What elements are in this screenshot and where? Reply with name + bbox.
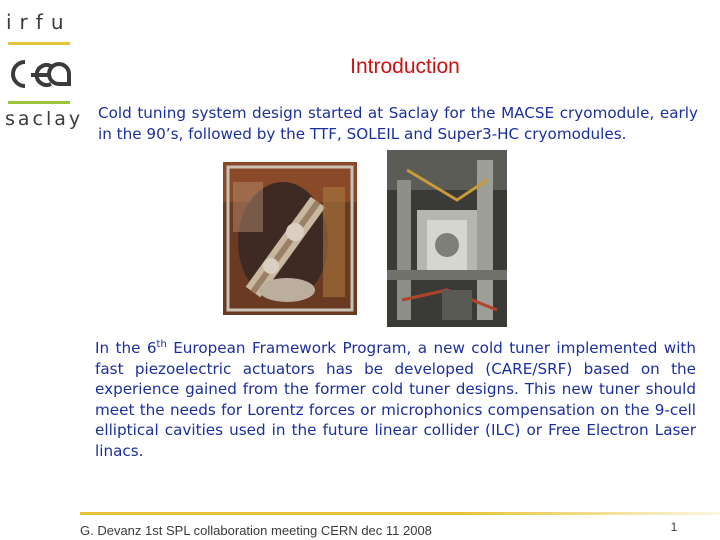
framework-paragraph-rest: European Framework Program, a new cold tuner implemented with fast piezoelectric actuators has be developed (CARE/SRF) based on the experience gained from the former cold tuner designs. This new tuner should meet the needs for Lorentz forces or microphonics compensation on the 9-cell elliptical cavities used in the future linear collider (ILC) or Free Electron Laser linacs. bbox=[95, 339, 696, 460]
logo-divider-top bbox=[8, 42, 70, 45]
irfu-cea-saclay-logo bbox=[0, 0, 84, 140]
footer-divider bbox=[80, 512, 720, 515]
intro-paragraph: Cold tuning system design started at Saclay for the MACSE cryomodule, early in the 90’s, followed by the TTF, SOLEIL and Super3-HC cryomodules. bbox=[98, 104, 698, 143]
framework-paragraph-prefix: In the 6 bbox=[95, 339, 157, 357]
tuner-assembly-photo-right bbox=[387, 150, 507, 327]
framework-paragraph-ordinal: th bbox=[156, 338, 167, 350]
framework-paragraph bbox=[95, 338, 696, 461]
logo-saclay-text: saclay bbox=[5, 108, 84, 130]
cryomodule-photo-left bbox=[223, 162, 357, 315]
cea-logo-mark bbox=[7, 56, 71, 92]
logo-divider-bottom bbox=[8, 101, 70, 104]
footer-caption: G. Devanz 1st SPL collaboration meeting CERN dec 11 2008 bbox=[80, 523, 432, 538]
slide-title: Introduction bbox=[350, 55, 460, 78]
page-number: 1 bbox=[670, 520, 678, 534]
logo-irfu-text: irfu bbox=[6, 10, 72, 34]
